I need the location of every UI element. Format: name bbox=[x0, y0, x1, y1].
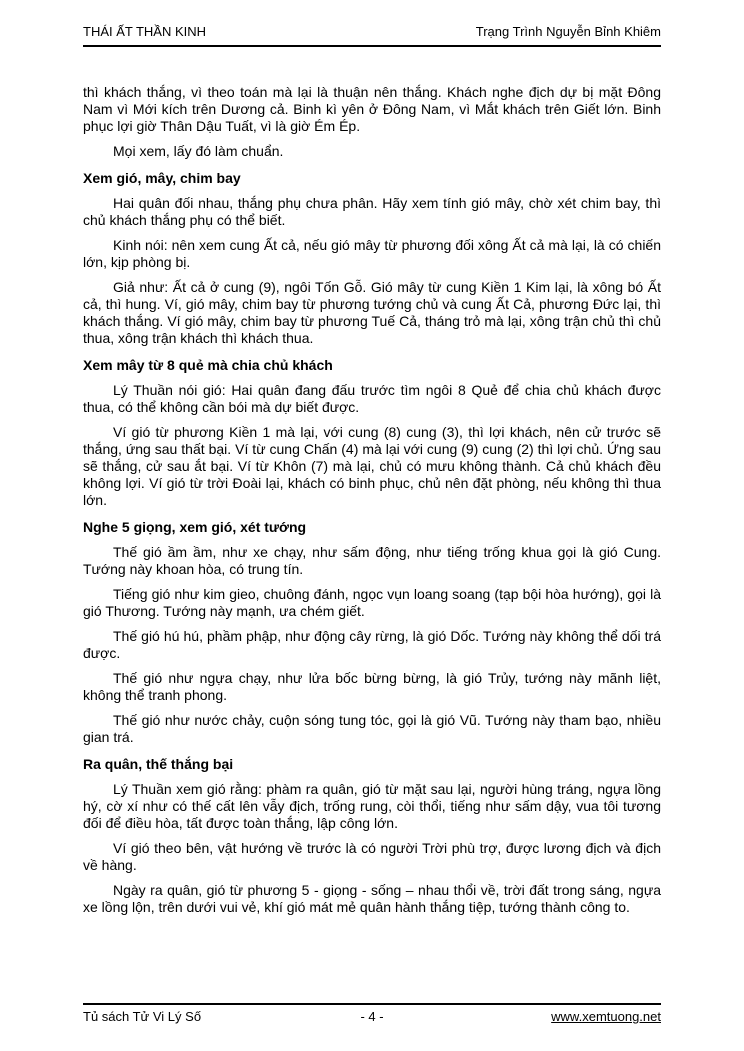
footer-divider bbox=[83, 1003, 661, 1005]
paragraph: Giả như: Ất cả ở cung (9), ngôi Tốn Gỗ. Gió mây từ cung Kiền 1 Kim lại, là xông bó Ất cả, thì hung. Ví, gió mây, chim bay từ phương tướng chủ và cung Ất Cả, phương Đức lại, thì khách thắng. Ví gió mây, chim bay từ phương Tuế Cả, tháng trỏ mà lại, xông trận chủ thì chủ thua, xông trận khách thì khách thua. bbox=[83, 279, 661, 346]
paragraph: Ngày ra quân, gió từ phương 5 - giọng - sống – nhau thổi về, trời đất trong sáng, ngựa xe lồng lộn, trên dưới vui vẻ, khí gió mát mẻ quân hành thắng tiệp, tướng thành công to. bbox=[83, 882, 661, 915]
footer-series-title: Tủ sách Tử Vi Lý Số bbox=[83, 1009, 202, 1024]
page-footer bbox=[83, 1009, 661, 1027]
section-heading: Ra quân, thế thắng bại bbox=[83, 756, 234, 772]
paragraph: thì khách thắng, vì theo toán mà lại là thuận nên thắng. Khách nghe địch dự bị mặt Đông Nam vì Mới kích trên Dương cả. Binh kì yên ở Đông Nam, vì Mắt khách trên Giết lớn. Binh phục lợi giờ Thân Dậu Tuất, vì là giờ Ém Ép. bbox=[83, 84, 661, 134]
paragraph: Ví gió theo bên, vật hướng về trước là có người Trời phù trợ, được lương địch và địch về hàng. bbox=[83, 840, 661, 873]
paragraph: Lý Thuần xem gió rằng: phàm ra quân, gió từ mặt sau lại, người hùng tráng, ngựa lồng hý, cờ xí như có thế cất lên vẫy địch, trống rung, còi thổi, tiếng như sấm dậy, vua tôi tương đối để điều hòa, tất được toàn thắng, lập công lớn. bbox=[83, 781, 661, 831]
header-author: Trạng Trình Nguyễn Bỉnh Khiêm bbox=[475, 24, 661, 39]
paragraph: Tiếng gió như kim gieo, chuông đánh, ngọc vụn loang soang (tạp bội hòa hướng), gọi là gió Thương. Tướng này mạnh, ưa chém giết. bbox=[83, 586, 661, 619]
paragraph: Hai quân đối nhau, thắng phụ chưa phân. Hãy xem tính gió mây, chờ xét chim bay, thì chủ khách thắng phụ có thể biết. bbox=[83, 195, 661, 228]
paragraph: Thế gió ầm ầm, như xe chạy, như sấm động, như tiếng trống khua gọi là gió Cung. Tướng này khoan hòa, có trung tín. bbox=[83, 544, 661, 577]
section-heading: Nghe 5 giọng, xem gió, xét tướng bbox=[83, 519, 307, 535]
footer-page-number: - 4 - bbox=[360, 1009, 384, 1024]
footer-website-link[interactable]: www.xemtuong.net bbox=[551, 1009, 661, 1024]
paragraph: Lý Thuần nói gió: Hai quân đang đấu trước tìm ngôi 8 Quẻ để chia chủ khách được thua, có thể không cần bói mà dự biết được. bbox=[83, 382, 661, 415]
header-divider bbox=[83, 45, 661, 47]
section-heading: Xem gió, mây, chim bay bbox=[83, 170, 241, 186]
header-book-title: THÁI ẤT THẦN KINH bbox=[83, 24, 207, 39]
document-body bbox=[83, 84, 661, 924]
page-header bbox=[83, 24, 661, 40]
paragraph: Mọi xem, lấy đó làm chuẩn. bbox=[113, 143, 284, 159]
paragraph: Ví gió từ phương Kiền 1 mà lại, với cung (8) cung (3), thì lợi khách, nên cử trước sẽ thắng, ứng sau thất bại. Ví từ cung Chấn (4) mà lại với cung (9) cung (2) thì lợi chủ. Ứng sau sẽ thắng, cử sau ắt bại. Ví từ Khôn (7) mà lại, chủ có mưu không thành. Cả chủ khách đều không lợi. Ví gió từ trời Đoài lại, khách có binh phục, chủ nên đặt phòng, nếu không thì thua lớn. bbox=[83, 424, 661, 508]
paragraph: Thế gió hú hú, phầm phập, như động cây rừng, là gió Dốc. Tướng này không thể dối trá được. bbox=[83, 628, 661, 661]
paragraph: Thế gió như ngựa chạy, như lửa bốc bừng bừng, là gió Trủy, tướng này mãnh liệt, không thể tranh phong. bbox=[83, 670, 661, 703]
section-heading: Xem mây từ 8 quẻ mà chia chủ khách bbox=[83, 357, 333, 373]
paragraph: Thế gió như nước chảy, cuộn sóng tung tóc, gọi là gió Vũ. Tướng này tham bạo, nhiều gian trá. bbox=[83, 712, 661, 745]
paragraph: Kinh nói: nên xem cung Ất cả, nếu gió mây từ phương đối xông Ất cả mà lại, là có chiến lớn, kịp phòng bị. bbox=[83, 237, 661, 270]
